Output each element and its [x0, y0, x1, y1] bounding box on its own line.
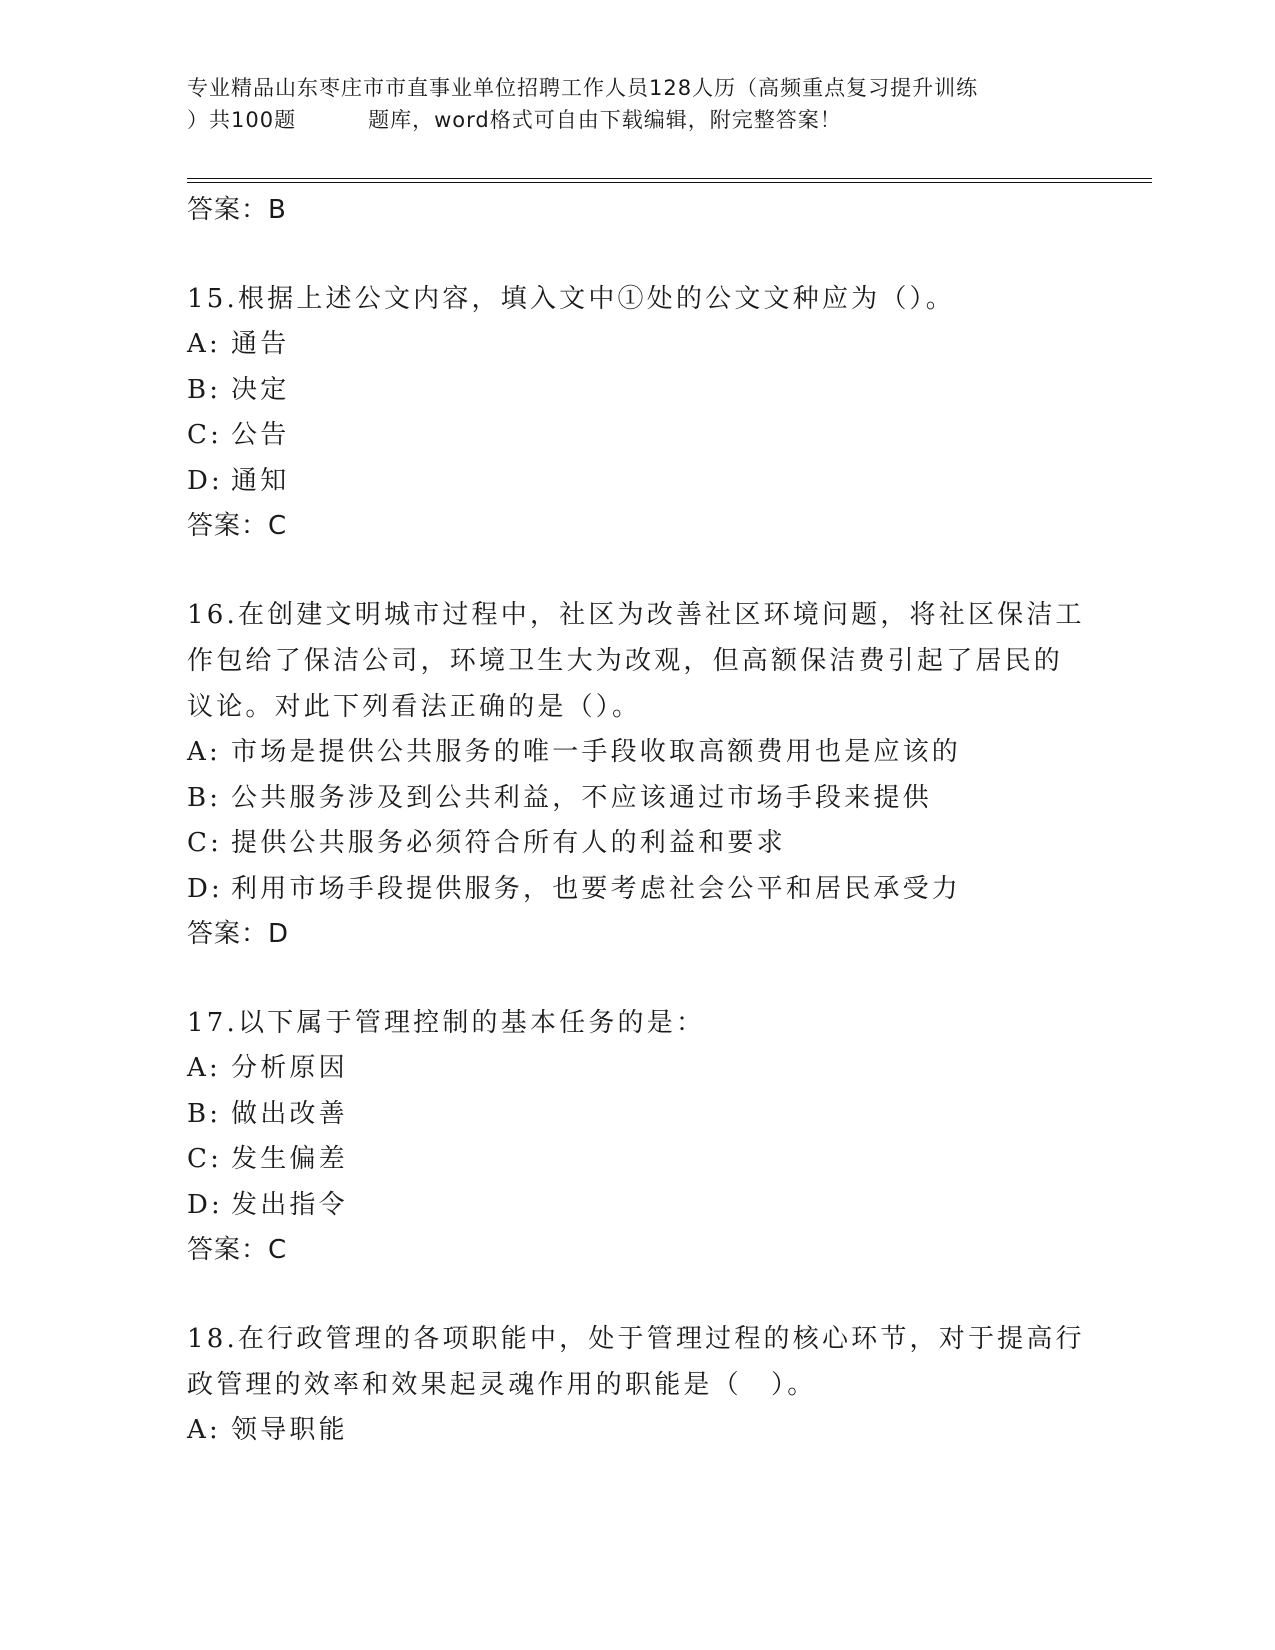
- option-text: 提供公共服务必须符合所有人的利益和要求: [231, 828, 786, 858]
- option-text: 分析原因: [231, 1053, 348, 1083]
- option-a: [187, 730, 1087, 776]
- question-17: [187, 1000, 1087, 1272]
- question-stem-line: 议论。对此下列看法正确的是（）。: [187, 692, 642, 722]
- option-a: [187, 322, 1087, 368]
- option-text: 公告: [231, 420, 290, 450]
- option-key: B:: [187, 782, 222, 813]
- option-key: A:: [187, 1053, 221, 1083]
- answer-line: 答案：B: [187, 195, 287, 225]
- question-stem-line: 作包给了保洁公司，环境卫生大为改观，但高额保洁费引起了居民的: [187, 646, 1064, 676]
- question-16: [187, 592, 1087, 956]
- option-d: [187, 867, 1087, 913]
- question-stem: 15.根据上述公文内容，填入文中①处的公文文种应为（）。: [187, 284, 955, 314]
- option-c: [187, 413, 1087, 459]
- question-15: [187, 276, 1087, 548]
- question-18: [187, 1316, 1087, 1454]
- option-c: [187, 1137, 1087, 1183]
- option-b: [187, 368, 1087, 414]
- question-stem: 17.以下属于管理控制的基本任务的是：: [187, 1008, 706, 1038]
- option-text: 领导职能: [231, 1415, 348, 1445]
- answer-line: 答案：C: [187, 511, 288, 541]
- option-key: D:: [187, 1189, 224, 1220]
- option-b: [187, 1092, 1087, 1138]
- header-divider-top: [187, 178, 1152, 179]
- page-header: [187, 72, 1087, 136]
- option-text: 公共服务涉及到公共利益，不应该通过市场手段来提供: [231, 782, 932, 813]
- option-key: A:: [187, 737, 221, 767]
- header-divider-bottom: [187, 182, 1152, 183]
- option-text: 决定: [231, 374, 290, 405]
- option-d: [187, 459, 1087, 505]
- option-text: 通告: [231, 329, 290, 359]
- option-d: [187, 1183, 1087, 1229]
- answer-line: 答案：D: [187, 919, 290, 949]
- option-key: A:: [187, 1415, 221, 1445]
- option-text: 通知: [231, 465, 290, 496]
- option-key: D:: [187, 465, 224, 496]
- option-key: B:: [187, 1098, 222, 1129]
- question-stem-line: 政管理的效率和效果起灵魂作用的职能是（ ）。: [187, 1370, 817, 1400]
- option-text: 利用市场手段提供服务，也要考虑社会公平和居民承受力: [231, 873, 962, 904]
- header-title-line-2-right: 题库，word格式可自由下载编辑，附完整答案！: [368, 108, 842, 132]
- option-a: [187, 1046, 1087, 1092]
- option-key: D:: [187, 873, 224, 904]
- option-key: C:: [187, 1144, 223, 1174]
- option-key: C:: [187, 828, 223, 858]
- header-title-line-2-left: ）共100题: [187, 108, 297, 132]
- header-title-line-1: 专业精品山东枣庄市市直事业单位招聘工作人员128人历（高频重点复习提升训练: [187, 76, 979, 100]
- option-text: 发生偏差: [231, 1144, 348, 1174]
- answer-line: 答案：C: [187, 1235, 288, 1265]
- question-stem-line: 16.在创建文明城市过程中，社区为改善社区环境问题，将社区保洁工: [187, 600, 1085, 630]
- option-text: 发出指令: [231, 1189, 348, 1220]
- option-key: A:: [187, 329, 221, 359]
- option-text: 市场是提供公共服务的唯一手段收取高额费用也是应该的: [231, 737, 962, 767]
- question-list: [187, 188, 1087, 1454]
- option-c: [187, 821, 1087, 867]
- option-b: [187, 776, 1087, 822]
- option-key: B:: [187, 374, 222, 405]
- header-title-line-2: [187, 104, 1087, 136]
- option-text: 做出改善: [231, 1098, 348, 1129]
- option-key: C:: [187, 420, 223, 450]
- option-a: [187, 1408, 1087, 1454]
- question-stem-line: 18.在行政管理的各项职能中，处于管理过程的核心环节，对于提高行: [187, 1324, 1085, 1354]
